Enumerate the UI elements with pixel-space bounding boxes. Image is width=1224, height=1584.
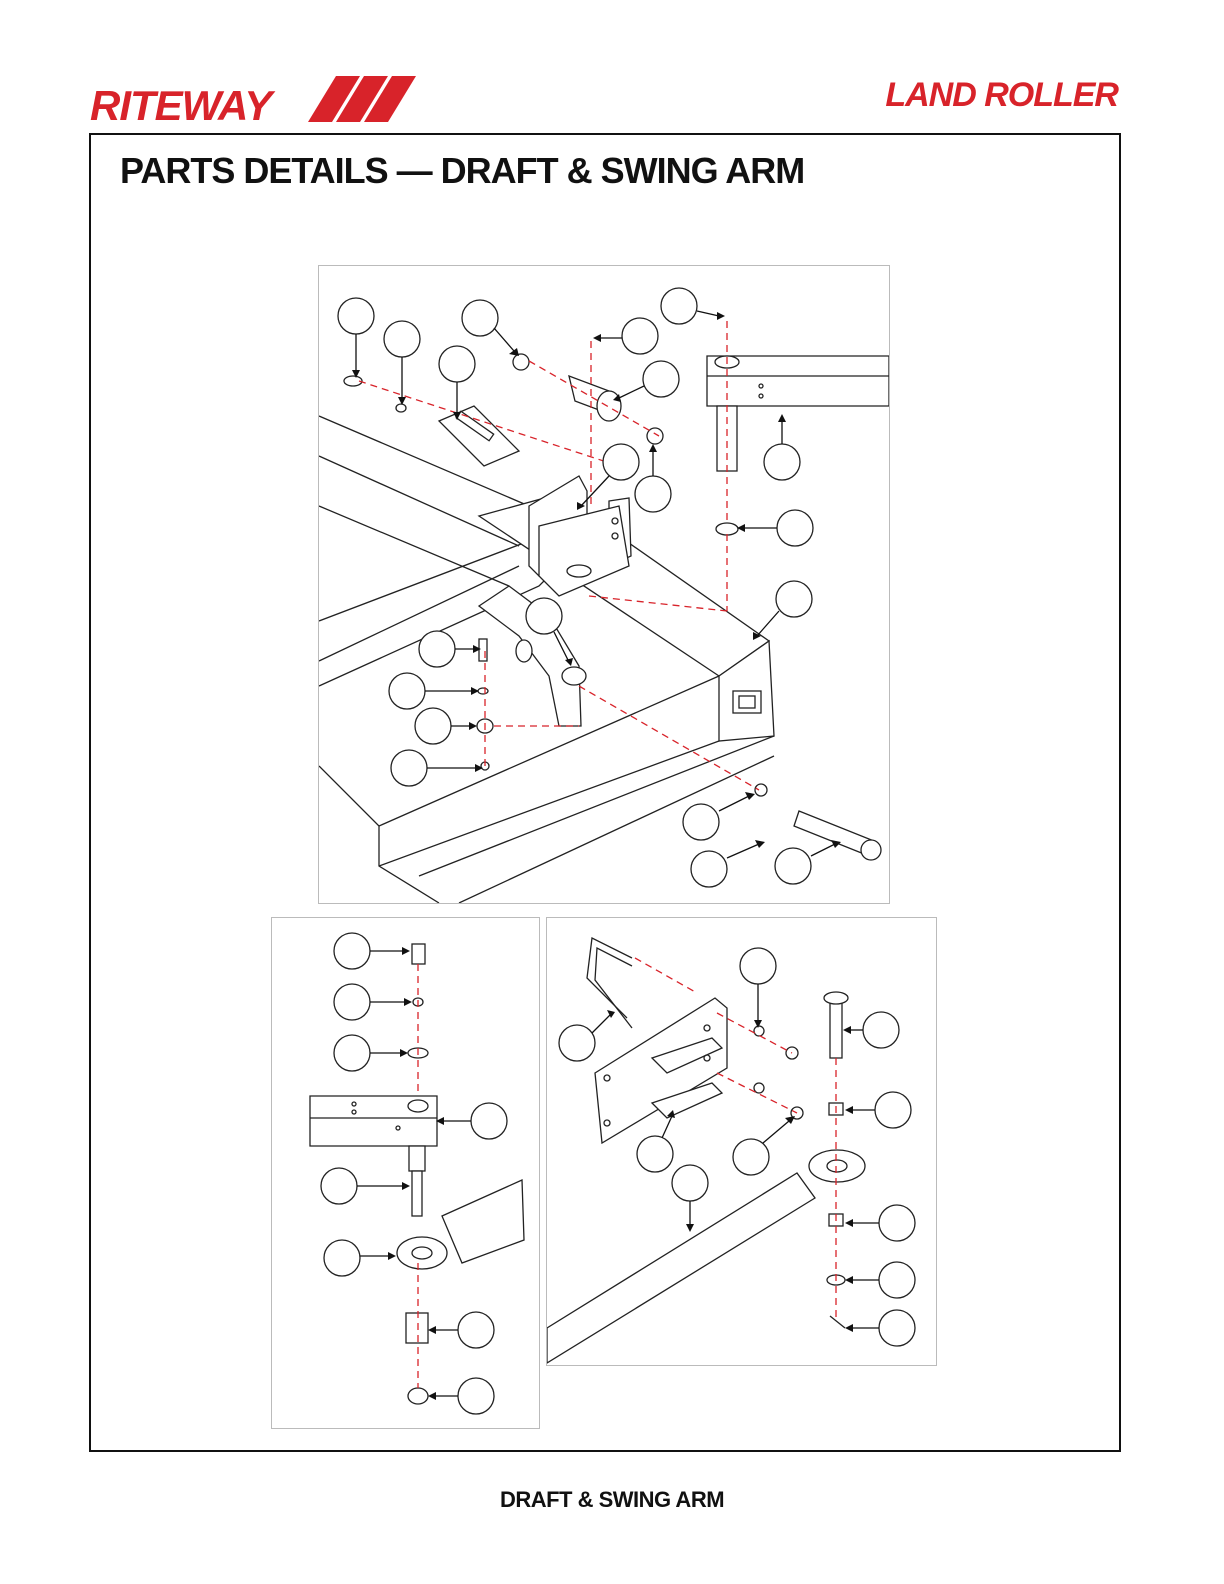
main-frame-assembly-diagram <box>318 265 890 904</box>
callout-bubbles <box>559 948 915 1346</box>
mount-plate <box>595 998 727 1143</box>
riteway-logo-mark <box>308 76 416 122</box>
draft-arm-mount-diagram <box>546 917 937 1366</box>
product-name: LAND ROLLER <box>885 76 1118 114</box>
long-pin <box>755 784 881 860</box>
page-title: PARTS DETAILS — DRAFT & SWING ARM <box>120 150 805 191</box>
riteway-logo <box>88 68 418 128</box>
page-footer: DRAFT & SWING ARM <box>499 1487 725 1512</box>
swing-arm-pivot-stack-diagram <box>271 917 540 1429</box>
pin-latch <box>439 406 519 466</box>
pivot-pin <box>409 1146 425 1216</box>
pivot-arm <box>310 1096 437 1146</box>
riteway-logo-text: RITEWAY <box>90 82 272 128</box>
